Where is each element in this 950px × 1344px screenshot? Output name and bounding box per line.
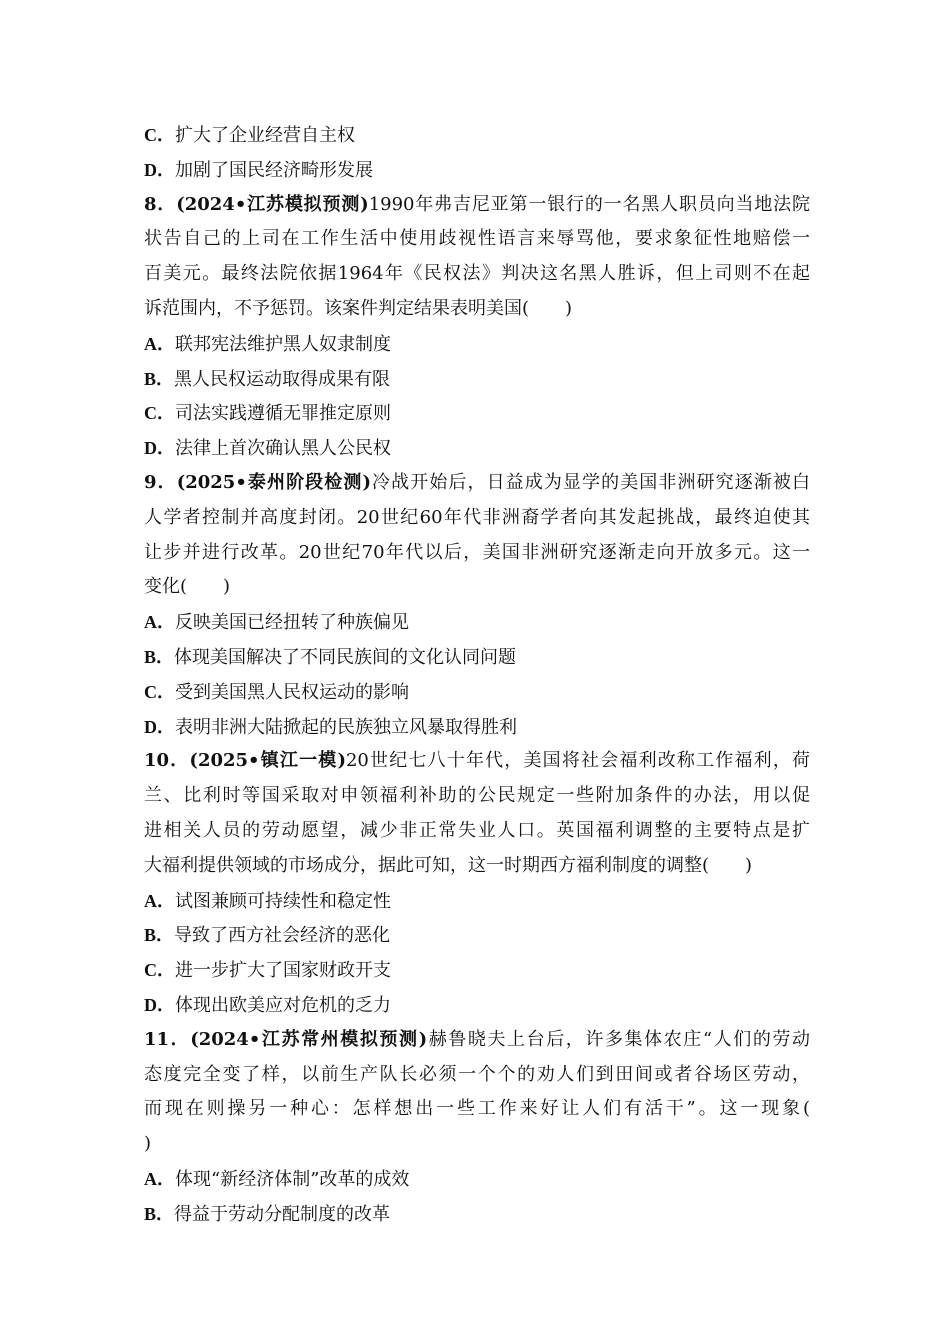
document-page [144,118,810,1232]
question-number: 9． [144,471,177,493]
q8-option-b [144,362,810,397]
option-text: 体现出欧美应对危机的乏力 [175,994,391,1016]
question-number: 8． [144,193,177,215]
q11-stem-line-2: 态度完全变了样，以前生产队长必须一个个的劝人们到田间或者谷场区劳动， [144,1063,810,1085]
option-text: 得益于劳动分配制度的改革 [174,1203,391,1225]
q10-stem-line-2: 兰、比利时等国采取对申领福利补助的公民规定一些附加条件的办法，用以促 [144,785,810,807]
q11-stem-line-4: ) [144,1133,152,1155]
q8-option-a [144,327,810,362]
option-letter: A． [144,612,175,633]
option-text: 反映美国已经扭转了种族偏见 [175,612,409,634]
question-source: (2024•江苏常州模拟预测) [190,1028,428,1050]
q8-stem-line-4: 诉范围内，不予惩罚。该案件判定结果表明美国( ) [144,297,573,319]
option-text: 法律上首次确认黑人公民权 [175,438,391,460]
q11-option-a [144,1162,810,1197]
option-letter: B． [144,368,175,389]
q10-option-c [144,953,810,988]
q7-option-d [144,153,810,188]
question-text: 20世纪七八十年代，美国将社会福利改称工作福利，荷 [345,750,811,772]
option-letter: A． [144,1168,175,1189]
q9-stem-line-4: 变化( ) [144,576,231,598]
option-text: 受到美国黑人民权运动的影响 [175,681,409,703]
option-letter: B． [144,646,175,667]
option-letter: C． [144,960,175,981]
option-letter: D． [144,994,175,1015]
question-text: 冷战开始后，日益成为显学的美国非洲研究逐渐被白 [370,471,810,493]
option-text: 黑人民权运动取得成果有限 [174,368,391,390]
question-text: 1990年弗吉尼亚第一银行的一名黑人职员向当地法院 [368,193,811,215]
option-text: 体现美国解决了不同民族间的文化认同问题 [174,646,517,668]
q9-stem-line-1 [144,466,810,501]
question-source: (2025•泰州阶段检测) [176,471,371,493]
option-letter: C． [144,403,175,424]
q8-stem-line-2: 状告自己的上司在工作生活中使用歧视性语言来辱骂他，要求象征性地赔偿一 [144,228,810,250]
q9-option-a [144,605,810,640]
q9-option-b [144,640,810,675]
q9-stem-line-3: 让步并进行改革。20世纪70年代以后，美国非洲研究逐渐走向开放多元。这一 [144,541,810,563]
option-letter: B． [144,925,175,946]
option-letter: B． [144,1203,175,1224]
option-text: 导致了西方社会经济的恶化 [174,925,391,947]
q8-option-c [144,396,810,431]
question-number: 10． [144,750,190,772]
q7-option-c [144,118,810,153]
option-text: 联邦宪法维护黑人奴隶制度 [175,333,391,355]
q10-stem-line-4: 大福利提供领域的市场成分，据此可知，这一时期西方福利制度的调整( ) [144,854,753,876]
q8-stem-line-3: 百美元。最终法院依据1964年《民权法》判决这名黑人胜诉，但上司则不在起 [144,263,810,285]
q9-stem-line-2: 人学者控制并高度封闭。20世纪60年代非洲裔学者向其发起挑战，最终迫使其 [144,506,810,528]
q10-stem-line-1 [144,744,810,779]
option-text: 司法实践遵循无罪推定原则 [175,403,391,425]
option-text: 扩大了企业经营自主权 [175,125,355,146]
option-text: 体现“新经济体制”改革的成效 [175,1168,410,1190]
question-source: (2025•镇江一模) [189,750,346,772]
option-letter: D． [144,438,175,459]
option-letter: D． [144,716,175,737]
question-source: (2024•江苏模拟预测) [176,193,369,215]
option-text: 试图兼顾可持续性和稳定性 [175,890,391,912]
q11-stem-line-1 [144,1023,810,1058]
option-text: 表明非洲大陆掀起的民族独立风暴取得胜利 [175,716,517,738]
q8-option-d [144,431,810,466]
option-text: 进一步扩大了国家财政开支 [175,960,391,982]
q8-stem-line-1 [144,188,810,223]
option-letter: A． [144,890,175,911]
option-letter: D． [144,159,175,180]
option-text: 加剧了国民经济畸形发展 [175,159,373,181]
q9-option-d [144,710,810,745]
q11-stem-line-3: 而现在则操另一种心：怎样想出一些工作来好让人们有活干”。这一现象( [144,1098,810,1120]
option-letter: A． [144,333,175,354]
question-text: 赫鲁晓夫上台后，许多集体农庄“人们的劳动 [427,1028,810,1050]
q11-option-b [144,1197,810,1232]
q10-option-d [144,988,810,1023]
q10-stem-line-3: 进相关人员的劳动愿望，减少非正常失业人口。英国福利调整的主要特点是扩 [144,819,810,841]
option-letter: C． [144,681,175,702]
q10-option-b [144,918,810,953]
q10-option-a [144,884,810,919]
q9-option-c [144,675,810,710]
question-number: 11． [144,1028,191,1050]
option-letter: C． [144,125,175,145]
